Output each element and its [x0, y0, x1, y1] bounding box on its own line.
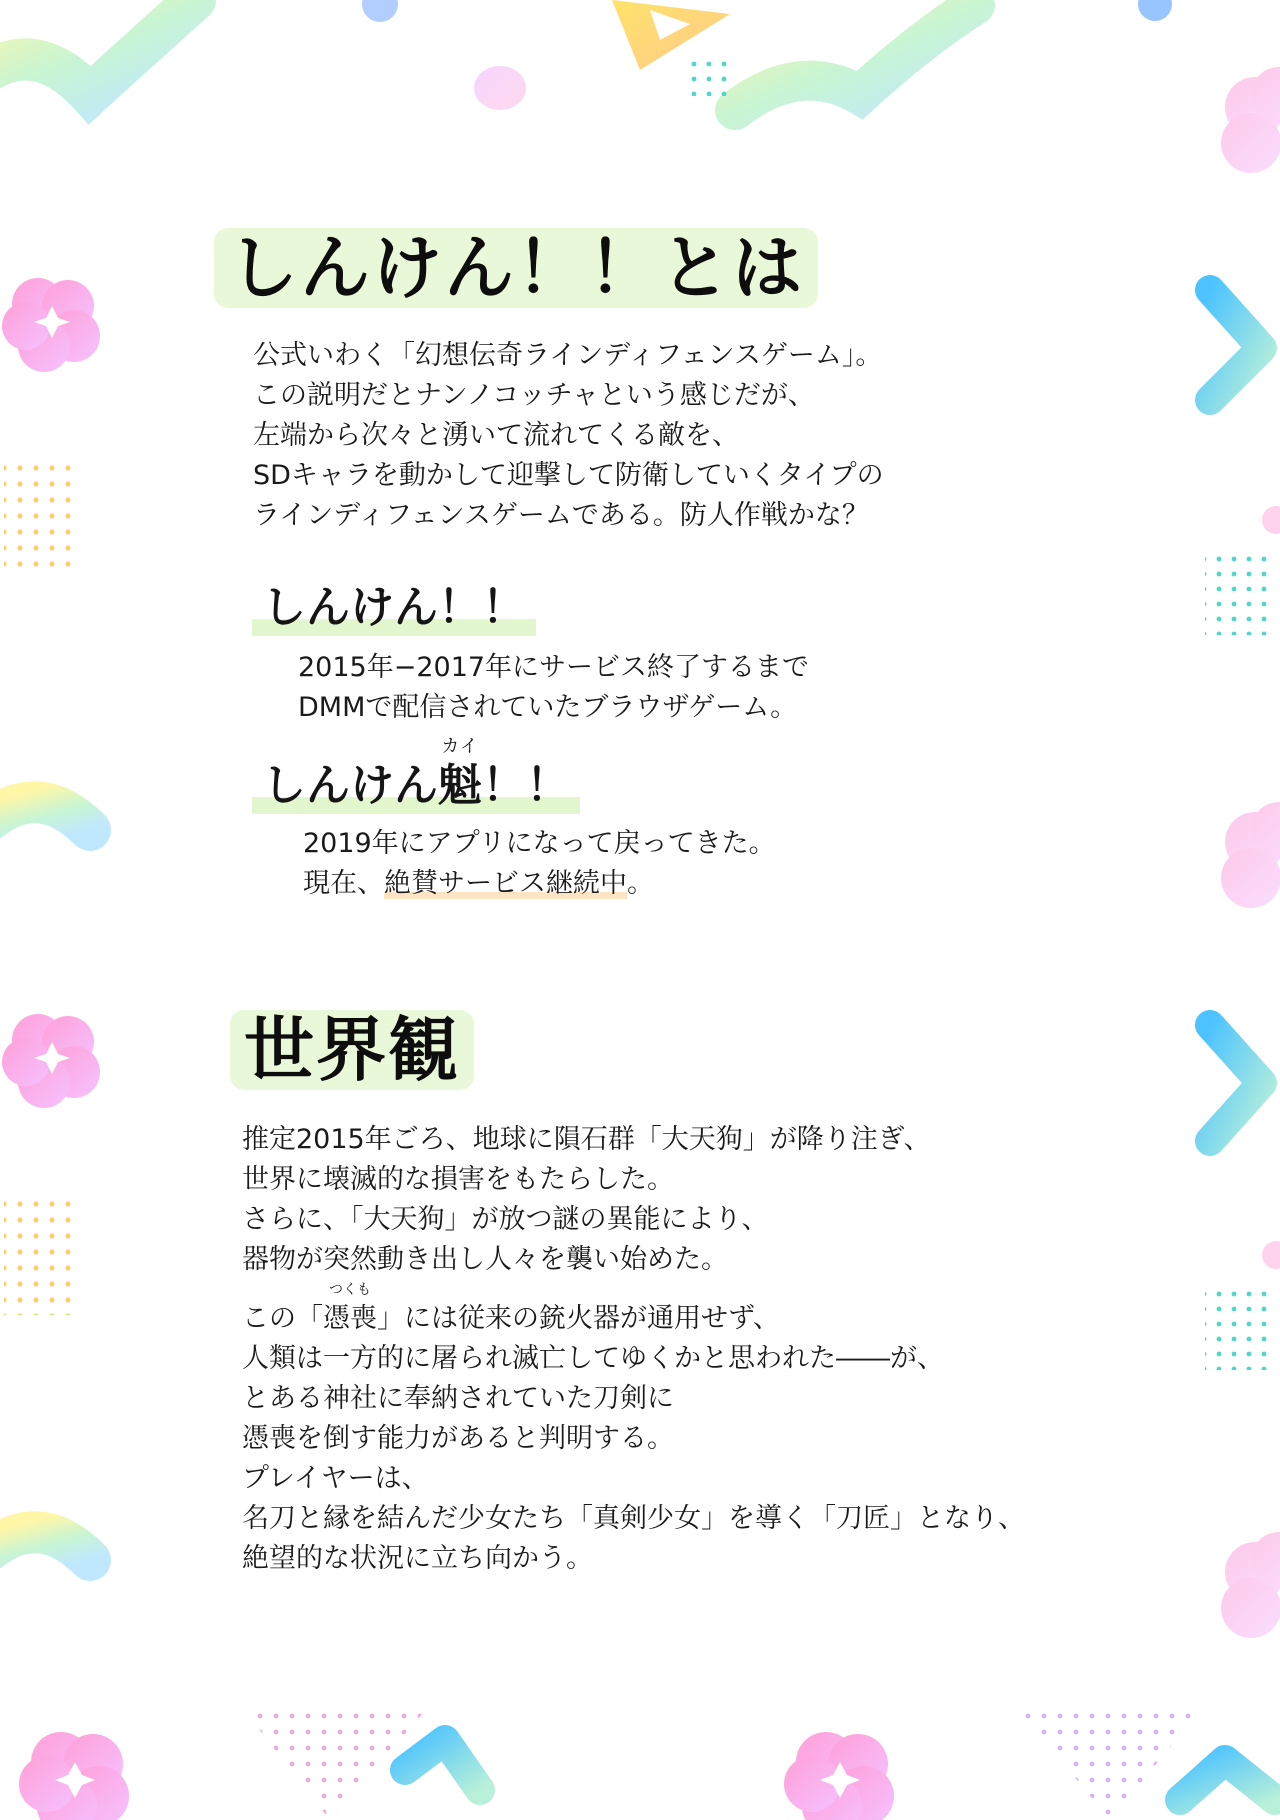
about-line: ラインディフェンスゲームである。防人作戦かな？: [253, 500, 869, 531]
about-line: 公式いわく「幻想伝奇ラインディフェンスゲーム」。: [253, 340, 883, 371]
world-line: プレイヤーは、: [242, 1463, 429, 1494]
kai-paragraph: [303, 824, 776, 904]
about-line: この説明だとナンノコッチャという感じだが、: [253, 380, 815, 411]
subheading-original: しんけん！！: [252, 580, 536, 636]
tsukumo-ruby-text: つくも: [329, 1282, 371, 1298]
about-title: しんけん！！とは: [214, 228, 818, 308]
world-paragraph-a: [242, 1120, 931, 1280]
kai-ruby: [438, 736, 482, 814]
kai-kanji: 魁: [438, 760, 482, 811]
original-line: 2015年−2017年にサービス終了するまで: [298, 652, 810, 683]
subheading-kai-suffix: ！！: [482, 760, 570, 811]
world-line: 憑喪を倒す能力があると判明する。: [242, 1423, 674, 1454]
about-paragraph: [253, 336, 884, 536]
about-line: 左端から次々と湧いて流れてくる敵を、: [253, 420, 739, 451]
world-title: 世界観: [230, 1010, 474, 1090]
world-line: 名刀と縁を結んだ少女たち「真剣少女」を導く「刀匠」となり、: [242, 1503, 1025, 1534]
kai-line: 2019年にアプリになって戻ってきた。: [303, 828, 776, 859]
subheading-kai: [252, 736, 580, 814]
world-line: さらに、「大天狗」が放つ謎の異能により、: [242, 1204, 769, 1235]
tsukumo-base: 憑喪: [323, 1303, 377, 1334]
original-line: DMMで配信されていたブラウザゲーム。: [298, 692, 798, 723]
kai-line-prefix: 現在、: [303, 868, 384, 899]
highlighted-text: 絶賛サービス継続中: [384, 868, 627, 899]
world-line: 人類は一方的に屠られ滅亡してゆくかと思われた――が、: [242, 1343, 944, 1374]
kai-ruby-text: カイ: [441, 736, 479, 757]
world-line: 世界に壊滅的な損害をもたらした。: [242, 1164, 674, 1195]
ruby-line-suffix: 」には従来の銃火器が通用せず、: [377, 1303, 780, 1334]
world-line: 器物が突然動き出し人々を襲い始めた。: [242, 1244, 728, 1275]
world-line: とある神社に奉納されていた刀剣に: [242, 1383, 674, 1414]
kai-line: [303, 864, 776, 904]
world-line: [242, 1282, 1025, 1339]
subheading-kai-prefix: しんけん: [262, 760, 438, 811]
world-line: 絶望的な状況に立ち向かう。: [242, 1543, 593, 1574]
kai-line-suffix: 。: [627, 868, 654, 899]
tsukumo-ruby: [323, 1282, 377, 1339]
world-line: 推定2015年ごろ、地球に隕石群「大天狗」が降り注ぎ、: [242, 1124, 931, 1155]
ruby-line-prefix: この「: [242, 1303, 323, 1334]
original-paragraph: [298, 648, 809, 728]
about-line: SDキャラを動かして迎撃して防衛していくタイプの: [253, 460, 884, 491]
world-paragraph-b: [242, 1282, 1025, 1579]
